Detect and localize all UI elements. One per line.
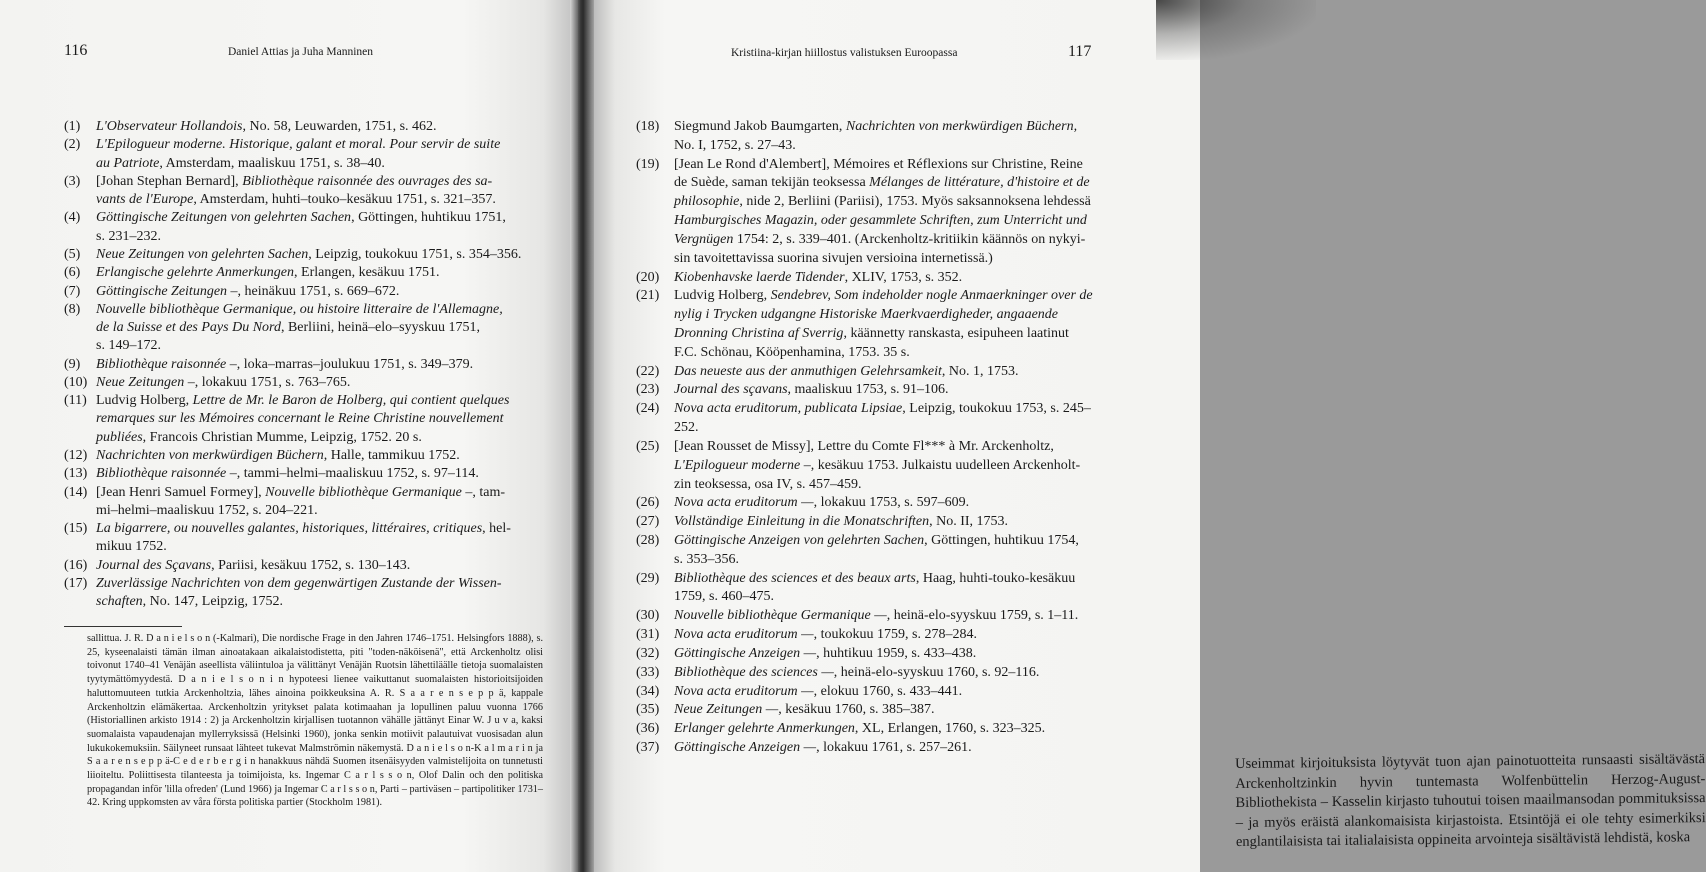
endnote [636,570,1116,608]
endnote [636,400,1116,438]
endnote-line: Ludvig Holberg, Sendebrev, Som indeholder nogle Anmaerkninger over de [674,288,1093,304]
endnote-line: Göttingische Zeitungen –, heinäkuu 1751, s. 669–672. [96,283,400,299]
endnote [64,392,544,447]
endnote-line: Nova acta eruditorum —, lokakuu 1753, s. 597–609. [674,495,970,511]
endnote-line: Journal des sçavans, maaliskuu 1753, s. 91–106. [674,382,949,398]
endnote-line: mi–helmi–maaliskuu 1752, s. 204–221. [96,502,318,518]
endnote [64,283,544,301]
endnote-line: Nouvelle bibliothèque Germanique, ou histoire litteraire de l'Allemagne, [96,301,503,317]
endnote-line: Bibliothèque des sciences —, heinä-elo-syyskuu 1760, s. 92–116. [674,664,1040,680]
endnote-line: 252. [674,420,699,436]
endnote-number: (7) [64,283,81,299]
endnote-number: (29) [636,570,660,586]
endnote-number: (4) [64,210,81,226]
endnote [636,363,1116,382]
endnote-line: Göttingische Anzeigen —, huhtikuu 1959, s. 433–438. [674,645,977,661]
endnote-number: (20) [636,269,660,285]
endnote-line: sin tavoitettavissa suorina sivujen versioina internetissä.) [674,250,993,266]
endnote-number: (25) [636,438,660,454]
endnote-number: (10) [64,374,88,390]
endnote [64,575,544,612]
endnote-line: Nova acta eruditorum —, elokuu 1760, s. 433–441. [674,683,963,699]
endnote-line: No. I, 1752, s. 27–43. [674,137,796,153]
endnote [64,246,544,264]
endnote-line: Nachrichten von merkwürdigen Büchern, Halle, tammikuu 1752. [96,448,460,464]
endnote [64,173,544,210]
endnote [64,356,544,374]
endnote-line: L'Observateur Hollandois, No. 58, Leuwarden, 1751, s. 462. [96,119,437,134]
endnote [636,532,1116,570]
endnote-line: [Jean Le Rond d'Alembert], Mémoires et Réflexions sur Christine, Reine [674,156,1083,172]
endnote-number: (11) [64,393,87,409]
endnote-line: vants de l'Europe, Amsterdam, huhti–touko–kesäkuu 1751, s. 321–357. [96,192,496,208]
page-number: 117 [1068,43,1092,60]
endnote [64,301,544,356]
endnote [636,269,1116,288]
endnote-number: (3) [64,173,81,189]
endnote [64,520,544,557]
endnote [636,607,1116,626]
endnote [636,287,1116,362]
endnote-number: (23) [636,382,660,398]
endnote-number: (15) [64,521,88,537]
endnote-number: (18) [636,119,660,134]
endnote [636,118,1116,156]
endnote-line: [Johan Stephan Bernard], Bibliothèque raisonnée des ouvrages des sa- [96,173,493,189]
endnote-number: (1) [64,119,81,134]
endnote-number: (32) [636,645,660,661]
endnote-line: Bibliothèque raisonnée –, tammi–helmi–maaliskuu 1752, s. 97–114. [96,466,479,482]
endnote-line: schaften, No. 147, Leipzig, 1752. [96,594,284,610]
endnote-line: Göttingische Anzeigen von gelehrten Sachen, Göttingen, huhtikuu 1754, [674,533,1079,549]
endnote-line: de Suède, saman tekijän teoksessa Mélanges de littérature, d'histoire et de [674,175,1090,191]
endnote [64,484,544,521]
page-number: 116 [64,42,88,59]
endnote-line: La bigarrere, ou nouvelles galantes, historiques, littéraires, critiques, hel- [96,521,511,537]
endnote [64,118,544,136]
endnote [636,720,1116,739]
endnote-line: Ludvig Holberg, Lettre de Mr. le Baron de Holberg, qui contient quelques [96,393,510,409]
endnote [64,136,544,173]
endnote-number: (37) [636,740,660,756]
page-shadow [1156,0,1316,60]
endnote-line: s. 149–172. [96,338,161,354]
endnote-line: 1759, s. 460–475. [674,589,774,605]
endnote-line: Bibliothèque des sciences et des beaux arts, Haag, huhti-touko-kesäkuu [674,570,1076,586]
endnote-number: (35) [636,702,660,718]
endnote-line: zin teoksessa, osa IV, s. 457–459. [674,476,862,492]
book-gutter [570,0,594,872]
endnote-number: (24) [636,401,660,417]
endnote-number: (13) [64,466,88,482]
right-page [578,0,1706,872]
endnote-line: au Patriote, Amsterdam, maaliskuu 1751, s. 38–40. [96,155,385,171]
endnote-line: Neue Zeitungen von gelehrten Sachen, Leipzig, toukokuu 1751, s. 354–356. [96,246,522,262]
endnote-line: Journal des Sçavans, Pariisi, kesäkuu 1752, s. 130–143. [96,557,411,573]
endnote-line: Nova acta eruditorum —, toukokuu 1759, s. 278–284. [674,627,977,643]
endnote-line: Göttingische Anzeigen —, lokakuu 1761, s. 257–261. [674,740,972,756]
endnote [636,156,1116,269]
endnote-line: Siegmund Jakob Baumgarten, Nachrichten von merkwürdigen Büchern, [674,119,1078,134]
endnote-number: (31) [636,627,660,643]
endnote-number: (12) [64,448,88,464]
endnote-line: mikuu 1752. [96,539,167,555]
endnote [64,465,544,483]
endnote-number: (14) [64,484,88,500]
endnote-number: (2) [64,137,81,153]
endnote-number: (33) [636,664,660,680]
endnote [636,513,1116,532]
endnote-number: (5) [64,246,81,262]
endnote-line: Das neueste aus der anmuthigen Gelehrsamkeit, No. 1, 1753. [674,363,1019,379]
left-page [0,0,578,872]
endnote-line: Dronning Christina af Sverrig, käännetty ranskasta, esipuheen laatinut [674,326,1069,341]
endnote [636,438,1116,494]
endnote-number: (26) [636,495,660,511]
endnote [64,557,544,575]
endnote-line: s. 353–356. [674,551,739,567]
endnote-line: Erlanger gelehrte Anmerkungen, XL, Erlangen, 1760, s. 323–325. [674,721,1046,737]
endnote-number: (19) [636,156,660,172]
endnote-line: Neue Zeitungen –, lokakuu 1751, s. 763–765. [96,374,351,390]
endnote [636,683,1116,702]
endnote [636,739,1116,758]
running-head: Daniel Attias ja Juha Manninen [228,46,373,58]
endnote-number: (34) [636,683,660,699]
endnote-line: nylig i Trycken udgangne Historiske Maerkvaerdigheder, angaaende [674,307,1059,323]
endnote-number: (28) [636,533,660,549]
endnote [636,664,1116,683]
endnote-line: F.C. Schönau, Kööpenhamina, 1753. 35 s. [674,344,910,360]
endnote-line: publiées, Francois Christian Mumme, Leipzig, 1752. 20 s. [96,429,422,445]
endnote-line: Nouvelle bibliothèque Germanique —, heinä-elo-syyskuu 1759, s. 1–11. [674,608,1079,624]
endnote-line: Bibliothèque raisonnée –, loka–marras–joulukuu 1751, s. 349–379. [96,356,474,372]
endnote-line: Göttingische Zeitungen von gelehrten Sachen, Göttingen, huhtikuu 1751, [96,210,506,226]
endnote [636,381,1116,400]
endnote [636,626,1116,645]
endnote-number: (9) [64,356,81,372]
endnote-number: (22) [636,363,660,379]
endnote [64,264,544,282]
footnote-rule [64,626,182,627]
body-paragraph: Useimmat kirjoituksista löytyvät tuon ajan painotuotteita runsaasti sisältävästä Arckenholtzinkin hyvin tuntemasta Wolfenbüttelin Herzog-August-Bibliothekista – Kasselin kirjasto tuhoutui toisen maailmansodan pommituksissa – ja myös eräistä alankomaisista kirjastoista. Etsintöjä ei ole tehty esimerkiksi englantilaisista tai italialaisista oppineita arvointeja sisältävistä lehdistä, koska [1235,751,1706,850]
endnote-line: Zuverlässige Nachrichten von dem gegenwärtigen Zustande der Wissen- [96,576,502,591]
endnote [636,494,1116,513]
endnote-line: Nova acta eruditorum, publicata Lipsiae, Leipzig, toukokuu 1753, s. 245– [674,401,1091,417]
endnote-line: Hamburgisches Magazin, oder gesammlete Schriften, zum Unterricht und [674,213,1087,229]
endnote [64,447,544,465]
endnote [636,701,1116,720]
endnote-line: Neue Zeitungen —, kesäkuu 1760, s. 385–387. [674,702,935,718]
endnote-line: [Jean Henri Samuel Formey], Nouvelle bibliothèque Germanique –, tam- [96,484,506,500]
endnote [636,645,1116,664]
endnote [64,374,544,392]
endnote-number: (30) [636,608,660,624]
endnote-line: s. 231–232. [96,228,161,244]
endnote-line: L'Epilogueur moderne –, kesäkuu 1753. Julkaistu uudelleen Arckenholt- [674,457,1081,473]
endnote-line: philosophie, nide 2, Berliini (Pariisi), 1753. Myös saksannoksena lehdessä [674,194,1091,210]
endnote-number: (6) [64,265,81,281]
endnote-number: (17) [64,576,88,591]
endnote-number: (16) [64,557,88,573]
endnote-line: Vergnügen 1754: 2, s. 339–401. (Arckenholtz-kritiikin käännös on nykyi- [674,231,1086,247]
endnote-number: (21) [636,288,660,304]
endnote-number: (36) [636,721,660,737]
endnote-number: (27) [636,514,660,530]
endnote-line: Kiobenhavske laerde Tidender, XLIV, 1753, s. 352. [674,269,963,285]
running-head: Kristiina-kirjan hiillostus valistuksen Euroopassa [731,47,958,59]
endnote-line: [Jean Rousset de Missy], Lettre du Comte Fl*** à Mr. Arckenholtz, [674,438,1054,454]
endnote-line: de la Suisse et des Pays Du Nord, Berliini, heinä–elo–syyskuu 1751, [96,320,481,336]
endnote-line: Erlangische gelehrte Anmerkungen, Erlangen, kesäkuu 1751. [96,265,440,281]
endnote-line: Vollständige Einleitung in die Monatschriften, No. II, 1753. [674,514,1009,530]
endnote [64,209,544,246]
footnote-text: sallittua. J. R. D a n i e l s o n (-Kalmari), Die nordische Frage in den Jahren 1746–1751. Helsingfors 1888), s. 25, kyseenalaisti tämän ilman ainoatakaan aikalaistodistetta, piti "toden-näköisenä", että Arckenholtz olisi toivonut 1740–41 Venäjän aseellista väliintuloa ja välittänyt Venäjän Ruotsin lähettiläälle tietoja suomalaisten tyytymättömyydestä. D a n i e l s o n i n hypoteesi lienee vaikuttanut suomalaisten historioitsijoiden haluttomuuteen tutkia Arckenholtzia, lähes ainoina poikkeuksina A. R. S a a r e n s e p p ä, kappale Arckenholtzin elämäkertaa. Arckenholtzin yritykset palata kotimaahan ja lopullinen paluu vuonna 1766 (Historiallinen arkisto 1914 : 2) ja Arckenholtzin kirjallisen tuotannon vähälle jättänyt Einar W. J u v a, kaksi suomalaista vapaudenajan myllerryksissä (Helsinki 1960), jonka senkin motiivit palautuivat vuosisadan alun lukukokemuksiin. Säilyneet runsaat lähteet tukevat Malmströmin näkemystä. D a n i e l s o n-K a l m a r i n ja S a a r e n s e p p ä-C e d e r b e r g i n hanakkuus nähdä Suomen itsenäisyyden valmistelijoita on tunnetusti liioiteltu. Poliittisesta tilanteesta ja toimijoista, ks. Ingemar C a r l s s o n, Olof Dalin och den politiska propagandan inför 'lilla ofreden' (Lund 1966) ja Ingemar C a r l s s o n, Parti – partiväsen – partipolitiker 1731–42. Kring uppkomsten av våra första politiska partier (Stockholm 1981). [87,633,543,809]
endnote-line: L'Epilogueur moderne. Historique, galant et moral. Pour servir de suite [96,137,501,153]
endnote-line: remarques sur les Mémoires concernant le Reine Christine nouvellement [96,411,504,427]
endnote-number: (8) [64,301,81,317]
